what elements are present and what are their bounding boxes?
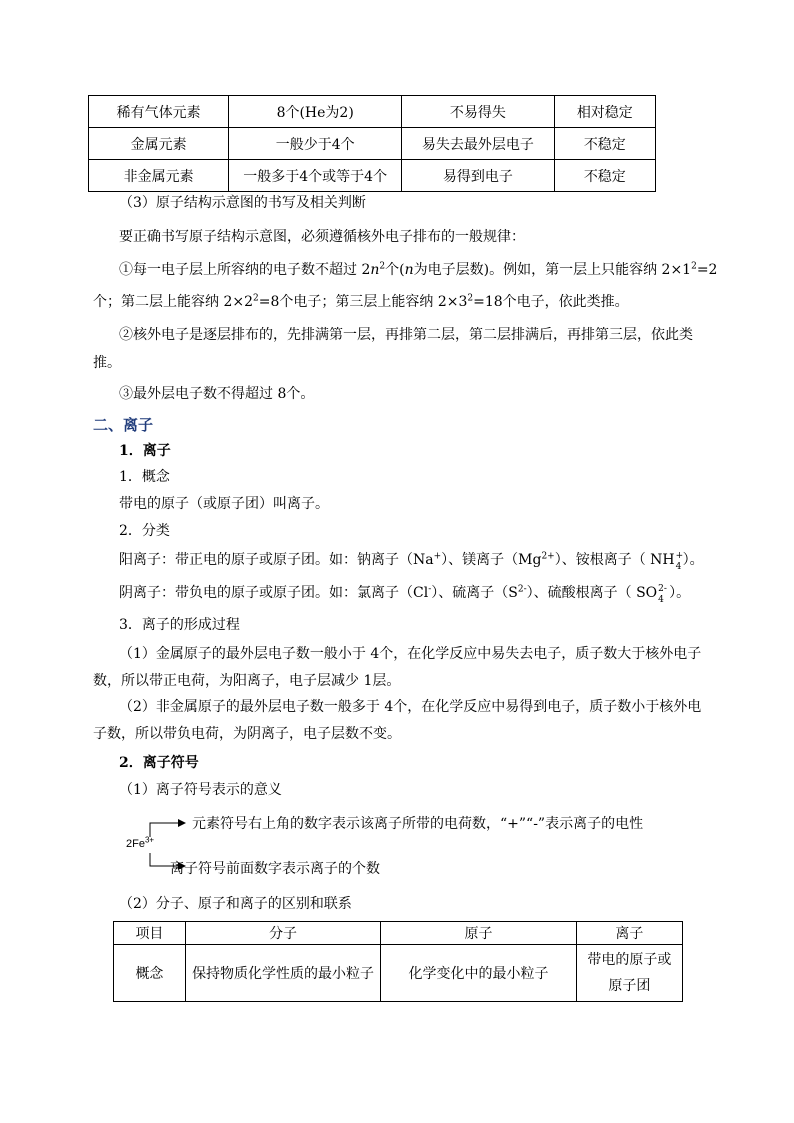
table-cell: 8个(He为2): [229, 96, 402, 128]
table-row: [114, 945, 683, 1002]
table-cell: 不稳定: [554, 128, 655, 160]
subsection-ion: 1．离子: [119, 443, 171, 459]
table-header: 原子: [381, 922, 576, 945]
section-2-heading: 二、离子: [93, 416, 154, 434]
formation-2-line-1: （2）非金属原子的最外层电子数一般多于 4个，在化学反应中易得到电子，质子数小于核外电: [119, 699, 702, 715]
table-cell: 化学变化中的最小粒子: [381, 945, 576, 1002]
table-row: [89, 96, 656, 128]
formation-1-line-2: 数，所以带正电荷，为阳离子，电子层减少 1层。: [93, 673, 401, 689]
table-cell: 保持物质化学性质的最小粒子: [185, 945, 380, 1002]
table-cell: 一般少于4个: [229, 128, 402, 160]
table-cell: 概念: [114, 945, 186, 1002]
table-cell: 带电的原子或原子团: [576, 945, 682, 1002]
table-cell: 不易得失: [402, 96, 554, 128]
table-cell: 金属元素: [89, 128, 229, 160]
table-row: [89, 160, 656, 192]
rule-2-line-1: ②核外电子是逐层排布的，先排满第一层，再排第二层，第二层排满后，再排第三层，依此类: [119, 327, 693, 343]
element-table: [88, 95, 656, 192]
table-cell: 稀有气体元素: [89, 96, 229, 128]
section-3-title: （3）原子结构示意图的书写及相关判断: [119, 195, 366, 211]
cation-line: 阳离子：带正电的原子或原子团。如：钠离子（Na+）、镁离子$(Mg^{2+})$、铵根离子（ NH + 4 ）。: [119, 551, 704, 572]
table-header: 分子: [185, 922, 380, 945]
rule-3: ③最外层电子数不得超过 8个。: [119, 386, 315, 402]
table-header: 项目: [114, 922, 186, 945]
rule-intro: 要正确书写原子结构示意图，必须遵循核外电子排布的一般规律：: [119, 229, 525, 245]
table-row: [114, 922, 683, 945]
concept-title: 1．概念: [119, 469, 170, 485]
table-cell: 非金属元素: [89, 160, 229, 192]
arrow-top-text: 元素符号右上角的数字表示该离子所带的电荷数，“+”“-”表示离子的电性: [192, 816, 644, 832]
symbol-meaning-title: （1）离子符号表示的意义: [119, 782, 282, 798]
rule-2-line-2: 推。: [93, 355, 121, 371]
table-header: 离子: [576, 922, 682, 945]
table-cell: 不稳定: [554, 160, 655, 192]
compare-title: （2）分子、原子和离子的区别和联系: [119, 896, 352, 912]
table-row: [89, 128, 656, 160]
formation-title: 3．离子的形成过程: [119, 617, 240, 633]
subsection-ion-symbol: 2．离子符号: [119, 755, 199, 771]
table-cell: 一般多于4个或等于4个: [229, 160, 402, 192]
table-cell: 易得到电子: [402, 160, 554, 192]
table-cell: 相对稳定: [554, 96, 655, 128]
table-cell: 易失去最外层电子: [402, 128, 554, 160]
comparison-table: [113, 921, 683, 1002]
rule-1-line-1: ①每一电子层上所容纳的电子数不超过 $2n^2$个(n为电子层数)。例如，第一层上只能容纳 $2\times 1^2=2$: [119, 261, 718, 278]
arrow-bottom-text: 离子符号前面数字表示离子的个数: [170, 861, 380, 877]
rule-1-line-2: 个；第二层上能容纳 $2\times 2^2=8$个电子；第三层上能容纳 $2\times 3^2=18$个电子，依此类推。: [93, 293, 629, 310]
anion-line: 阴离子：带负电的原子或原子团。如：氯离子（Cl-）、硫离子$(S^{2-})$、硫酸根离子（ SO 2- 4 ）。: [119, 584, 691, 605]
formation-1-line-1: （1）金属原子的最外层电子数一般小于 4个，在化学反应中易失去电子，质子数大于核外电子: [119, 646, 702, 662]
formation-2-line-2: 子数，所以带负电荷，为阴离子，电子层数不变。: [93, 726, 401, 742]
concept-text: 带电的原子（或原子团）叫离子。: [119, 496, 329, 512]
classification-title: 2．分类: [119, 523, 170, 539]
fe-ion-label: $2Fe^{3+}$: [126, 835, 155, 850]
